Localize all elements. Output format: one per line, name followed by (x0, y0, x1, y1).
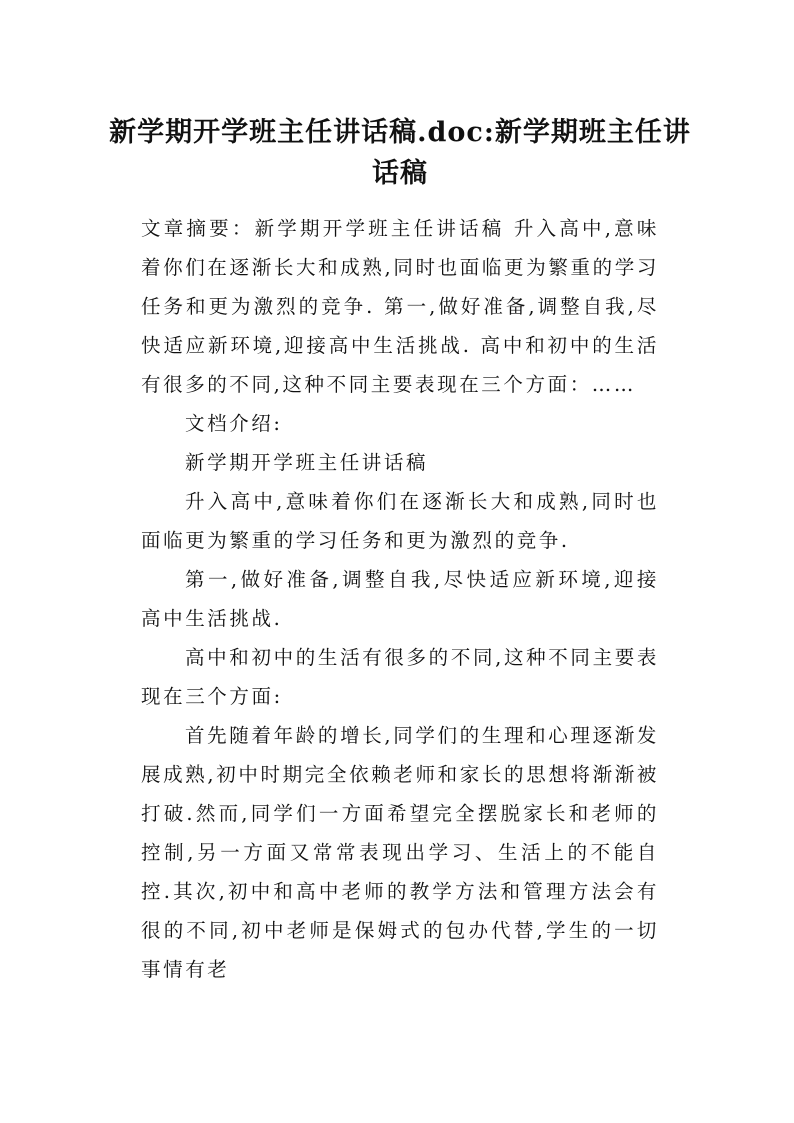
body-paragraph: 第一,做好准备,调整自我,尽快适应新环境,迎接高中生活挑战. (141, 568, 659, 630)
document-title: 新学期开学班主任讲话稿.doc:新学期班主任讲话稿 (109, 117, 691, 189)
subtitle-line: 新学期开学班主任讲话稿 (185, 451, 429, 474)
body-paragraph: 高中和初中的生活有很多的不同,这种不同主要表现在三个方面: (141, 646, 659, 708)
intro-label: 文档介绍: (185, 412, 283, 435)
document-body (141, 209, 659, 989)
body-paragraph: 首先随着年龄的增长,同学们的生理和心理逐渐发展成熟,初中时期完全依赖老师和家长的思想将渐渐被打破.然而,同学们一方面希望完全摆脱家长和老师的控制,另一方面又常常表现出学习、生活上的不能自控.其次,初中和高中老师的教学方法和管理方法会有很的不同,初中老师是保姆式的包办代替,学生的一切事情有老 (141, 724, 659, 981)
abstract-paragraph: 文章摘要：新学期开学班主任讲话稿 升入高中,意味着你们在逐渐长大和成熟,同时也面临更为繁重的学习任务和更为激烈的竞争. 第一,做好准备,调整自我,尽快适应新环境,迎接高中生活挑战. 高中和初中的生活有很多的不同,这种不同主要表现在三个方面：…… (141, 217, 659, 396)
body-paragraph: 升入高中,意味着你们在逐渐长大和成熟,同时也面临更为繁重的学习任务和更为激烈的竞争. (141, 490, 659, 552)
